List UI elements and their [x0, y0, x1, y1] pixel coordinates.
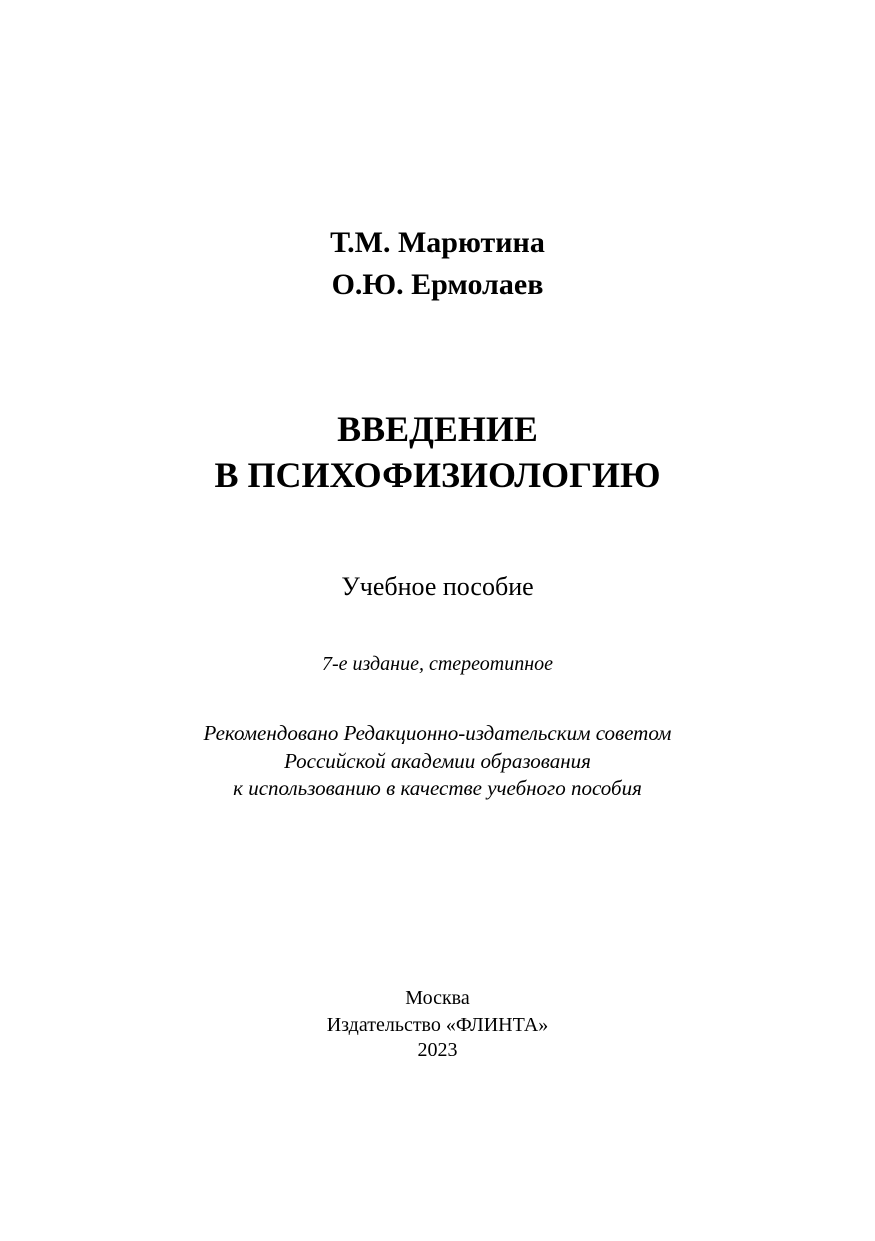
recommendation-line: к использованию в качестве учебного пособия	[233, 776, 642, 800]
title-line: В ПСИХОФИЗИОЛОГИЮ	[214, 455, 661, 495]
recommendation-line: Российской академии образования	[284, 749, 591, 773]
imprint-publisher: Издательство «ФЛИНТА»	[326, 1014, 549, 1036]
imprint-city: Москва	[405, 987, 470, 1009]
imprint-year: 2023	[417, 1039, 458, 1061]
recommendation-line: Рекомендовано Редакционно-издательским советом	[203, 721, 672, 745]
edition-note: 7-е издание, стереотипное	[321, 653, 554, 675]
author-name: О.Ю. Ермолаев	[331, 268, 544, 301]
book-subtitle: Учебное пособие	[341, 572, 534, 601]
title-line: ВВЕДЕНИЕ	[337, 409, 538, 449]
author-name: Т.М. Марютина	[330, 226, 545, 259]
